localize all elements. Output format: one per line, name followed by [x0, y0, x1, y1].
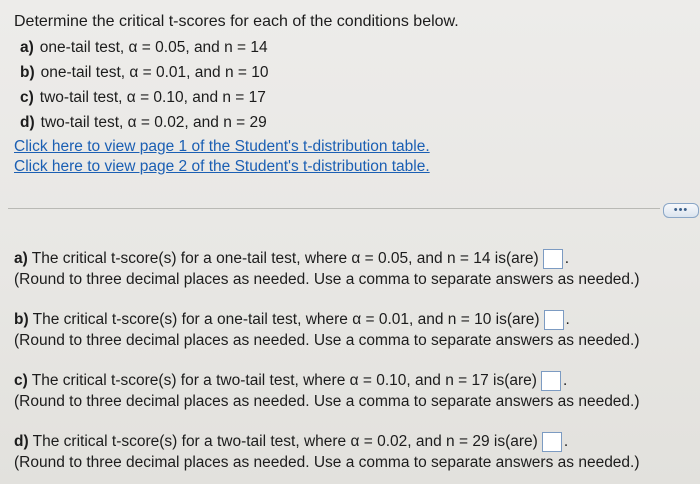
answer-input-d[interactable]: [542, 432, 562, 452]
condition-letter: c): [20, 89, 34, 106]
question-panel: [14, 12, 614, 177]
condition-text: two-tail test, α = 0.10, and n = 17: [39, 89, 266, 106]
rounding-instruction: (Round to three decimal places as needed. Use a comma to separate answers as needed.): [14, 271, 640, 288]
more-options-button[interactable]: •••: [663, 203, 699, 218]
answer-item-d: [14, 431, 694, 473]
answer-question-text: The critical t-score(s) for a one-tail test, where α = 0.01, and n = 10 is(are): [32, 311, 540, 328]
condition-letter: d): [20, 114, 35, 131]
condition-item-b: [14, 60, 614, 85]
rounding-instruction: (Round to three decimal places as needed. Use a comma to separate answers as needed.): [14, 393, 640, 410]
period: .: [563, 433, 569, 450]
answer-letter: c): [14, 372, 28, 389]
period: .: [564, 250, 570, 267]
condition-text: one-tail test, α = 0.01, and n = 10: [40, 64, 269, 81]
table-links: [14, 137, 614, 177]
answer-letter: b): [14, 311, 29, 328]
rounding-instruction: (Round to three decimal places as needed. Use a comma to separate answers as needed.): [14, 332, 640, 349]
condition-item-c: [14, 85, 614, 110]
answer-question-text: The critical t-score(s) for a two-tail test, where α = 0.10, and n = 17 is(are): [31, 372, 537, 389]
question-prompt: Determine the critical t-scores for each of the conditions below.: [14, 13, 459, 30]
answer-input-b[interactable]: [544, 310, 564, 330]
answer-item-b: [14, 309, 694, 351]
answer-question-text: The critical t-score(s) for a one-tail test, where α = 0.05, and n = 14 is(are): [31, 250, 539, 267]
answer-item-a: [14, 248, 694, 290]
answer-letter: d): [14, 433, 29, 450]
answer-input-a[interactable]: [543, 249, 563, 269]
condition-letter: a): [20, 39, 34, 56]
condition-text: two-tail test, α = 0.02, and n = 29: [40, 114, 267, 131]
condition-item-a: [14, 35, 614, 60]
answer-item-c: [14, 370, 694, 412]
t-table-page-2-link[interactable]: Click here to view page 2 of the Student's t-distribution table.: [14, 158, 430, 175]
answer-letter: a): [14, 250, 28, 267]
period: .: [562, 372, 568, 389]
condition-text: one-tail test, α = 0.05, and n = 14: [39, 39, 268, 56]
answer-question-text: The critical t-score(s) for a two-tail test, where α = 0.02, and n = 29 is(are): [32, 433, 538, 450]
condition-item-d: [14, 110, 614, 135]
rounding-instruction: (Round to three decimal places as needed. Use a comma to separate answers as needed.): [14, 454, 640, 471]
answer-line: [14, 248, 694, 269]
t-table-page-1-link[interactable]: Click here to view page 1 of the Student's t-distribution table.: [14, 138, 430, 155]
answer-line: [14, 309, 694, 330]
condition-list: [14, 35, 614, 135]
section-divider: [8, 208, 660, 209]
answer-line: [14, 370, 694, 391]
answer-input-c[interactable]: [541, 371, 561, 391]
answer-line: [14, 431, 694, 452]
period: .: [565, 311, 570, 328]
condition-letter: b): [20, 64, 35, 81]
answer-section: [14, 248, 694, 484]
